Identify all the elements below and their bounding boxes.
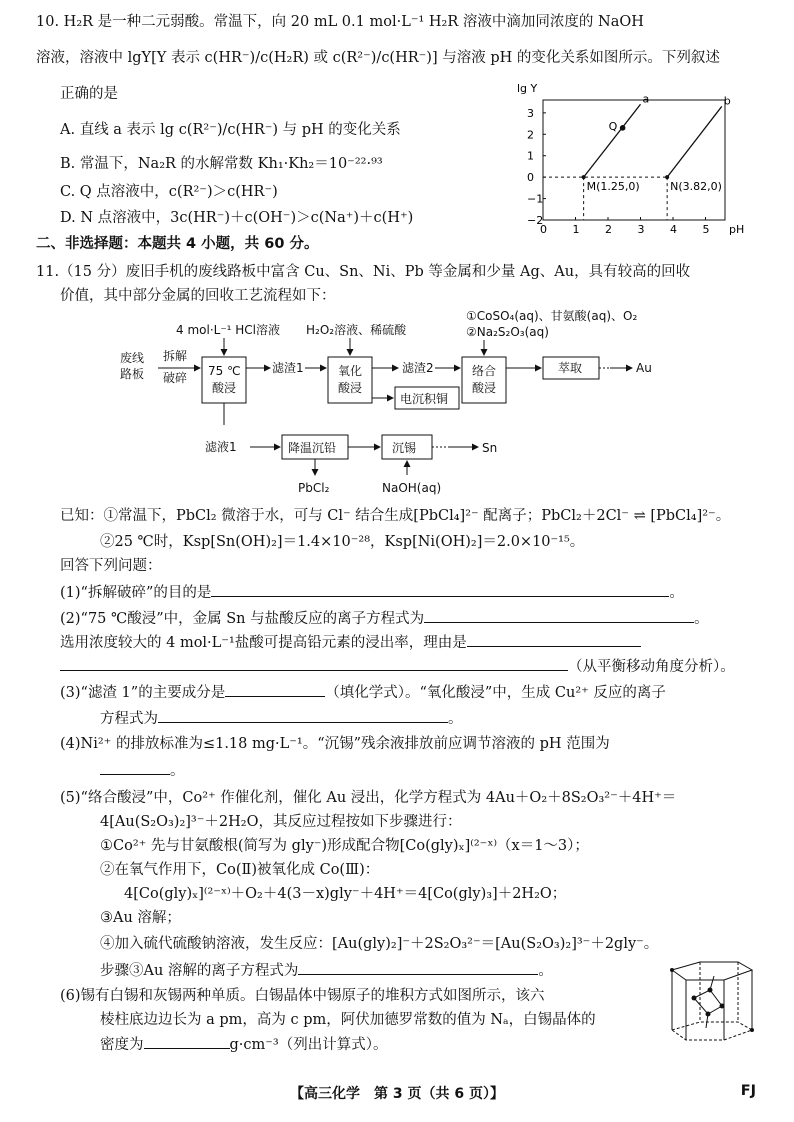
answer-blank-1[interactable] — [211, 582, 669, 597]
part-5-d: ②在氧气作用下，Co(Ⅱ)被氧化成 Co(Ⅲ)： — [100, 862, 380, 878]
x-tick-label: 3 — [637, 223, 645, 236]
q10-option-a: A. 直线 a 表示 lg c(R²⁻)/c(HR⁻) 与 pH 的变化关系 — [60, 122, 401, 138]
q10-line3: 正确的是 — [60, 86, 118, 102]
y-tick-label: 0 — [527, 171, 534, 185]
y-tick-label: 3 — [527, 106, 534, 120]
reagent-hcl: 4 mol·L⁻¹ HCl溶液 — [176, 323, 281, 337]
answer-blank-2a[interactable] — [424, 608, 694, 623]
box2-label-b: 酸浸 — [338, 381, 363, 395]
x-tick-label: 2 — [605, 223, 612, 236]
filtrate1-label: 滤液1 — [205, 440, 237, 454]
point-label-m: M(1.25,0) — [586, 180, 640, 194]
reagent-na2s2o3: ②Na₂S₂O₃(aq) — [466, 325, 549, 339]
q10-option-c: C. Q 点溶液中，c(R²⁻)＞c(HR⁻) — [60, 184, 278, 200]
q11-line2: 价值，其中部分金属的回收工艺流程如下： — [60, 288, 336, 304]
box3-label-a: 络合 — [472, 364, 497, 378]
part-5-a: (5)“络合酸浸”中，Co²⁺ 作催化剂，催化 Au 浸出，化学方程式为 4Au＋O₂＋8S₂O₃²⁻＋4H⁺＝ — [60, 790, 677, 806]
part-6-b: 棱柱底边边长为 a pm，高为 c pm，阿伏加德罗常数的值为 Nₐ，白锡晶体的 — [100, 1012, 596, 1028]
q11-line1: 11.（15 分）废旧手机的废线路板中富含 Cu、Sn、Ni、Pb 等金属和少量 Ag、Au，具有较高的回收 — [36, 264, 691, 280]
product-pbcl2: PbCl₂ — [298, 481, 330, 495]
section-2-heading: 二、非选择题：本题共 4 小题，共 60 分。 — [36, 236, 319, 252]
part-5-c: ①Co²⁺ 先与甘氨酸根(简写为 gly⁻)形成配合物[Co(gly)ₓ]⁽²⁻ˣ⁾（x＝1～3）； — [100, 838, 589, 854]
part-2-reason: 选用浓度较大的 4 mol·L⁻¹盐酸可提高铅元素的浸出率，理由是 — [60, 632, 641, 653]
reagent-coso4: ①CoSO₄(aq)、甘氨酸(aq)、O₂ — [466, 309, 638, 323]
box2-label-a: 氧化 — [338, 364, 363, 378]
answer-blank-5[interactable] — [298, 960, 538, 975]
point-label-q: Q — [608, 119, 618, 133]
point-n — [665, 175, 669, 179]
answer-intro: 回答下列问题： — [60, 558, 162, 574]
box5-label: 降温沉铅 — [288, 441, 337, 455]
box-cu-label: 电沉积铜 — [400, 392, 449, 406]
x-tick-label: 1 — [572, 223, 580, 236]
answer-blank-6[interactable] — [144, 1034, 230, 1049]
part-5-b: 4[Au(S₂O₃)₂]³⁻＋2H₂O，其反应过程按如下步骤进行： — [100, 814, 462, 830]
reagent-naoh: NaOH(aq) — [382, 481, 442, 495]
x-tick-label: 5 — [702, 223, 710, 236]
input-line1: 废线 — [120, 351, 145, 365]
point-label-n: N(3.82,0) — [670, 180, 722, 194]
product-sn: Sn — [482, 441, 498, 455]
answer-blank-3a[interactable] — [225, 682, 325, 697]
answer-blank-4[interactable] — [100, 760, 170, 775]
part-2: (2)“75 ℃酸浸”中，金属 Sn 与盐酸反应的离子方程式为 。 — [60, 608, 709, 629]
part-5-h: 步骤③Au 溶解的离子方程式为 。 — [100, 960, 553, 981]
input-line2: 路板 — [120, 367, 145, 381]
y-tick-label: −2 — [527, 214, 544, 227]
residue2-label: 滤渣2 — [402, 361, 434, 375]
page-footer: 【高三化学 第 3 页（共 6 页）】 — [290, 1086, 504, 1102]
box4-label: 萃取 — [558, 361, 583, 375]
part-5-e: 4[Co(gly)ₓ]⁽²⁻ˣ⁾＋O₂＋4(3－x)gly⁻＋4H⁺＝4[Co(gly)₃]＋2H₂O； — [124, 886, 567, 902]
series-label-b: b — [723, 94, 731, 108]
y-axis-label: lg Y — [517, 82, 538, 95]
answer-blank-2c[interactable] — [60, 656, 568, 671]
x-tick-label: 0 — [540, 223, 547, 236]
lgy-ph-chart — [505, 82, 765, 242]
part-4-cont: 。 — [100, 760, 185, 781]
series-label-a: a — [642, 92, 650, 106]
known-2: ②25 ℃时，Ksp[Sn(OH)₂]＝1.4×10⁻²⁸，Ksp[Ni(OH)₂]＝2.0×10⁻¹⁵。 — [100, 534, 585, 550]
process-flow-diagram — [0, 300, 794, 505]
part-6-a: (6)锡有白锡和灰锡两种单质。白锡晶体中锡原子的堆积方式如图所示，该六 — [60, 988, 545, 1004]
step-crush: 破碎 — [163, 371, 188, 385]
part-5-g: ④加入硫代硫酸钠溶液，发生反应：[Au(gly)₂]⁻＋2S₂O₃²⁻＝[Au(S₂O₃)₂]³⁻＋2gly⁻。 — [100, 936, 659, 952]
part-3-cont: 方程式为 。 — [100, 708, 463, 729]
y-tick-label: −1 — [527, 192, 544, 206]
answer-blank-3b[interactable] — [158, 708, 448, 723]
part-3: (3)“滤渣 1”的主要成分是 （填化学式）。“氧化酸浸”中，生成 Cu²⁺ 反应的离子 — [60, 682, 666, 703]
product-au: Au — [636, 361, 652, 375]
q10-line1: 10. H₂R 是一种二元弱酸。常温下，向 20 mL 0.1 mol·L⁻¹ H₂R 溶液中滴加同浓度的 NaOH — [36, 14, 644, 30]
y-tick-label: 2 — [527, 128, 534, 142]
x-tick-label: 4 — [670, 223, 677, 236]
y-tick-label: 1 — [527, 149, 534, 163]
answer-blank-2b[interactable] — [467, 632, 641, 647]
point-m — [582, 175, 586, 179]
plot-frame — [543, 100, 725, 220]
box1-label-b: 酸浸 — [212, 381, 237, 395]
q10-line2: 溶液，溶液中 lgY[Y 表示 c(HR⁻)/c(H₂R) 或 c(R²⁻)/c(HR⁻)] 与溶液 pH 的变化关系如图所示。下列叙述 — [36, 50, 720, 66]
box3-label-b: 酸浸 — [472, 381, 497, 395]
reagent-h2o2: H₂O₂溶液、稀硫酸 — [306, 323, 407, 337]
box6-label: 沉锡 — [392, 441, 417, 455]
q10-option-b: B. 常温下，Na₂R 的水解常数 Kh₁·Kh₂＝10⁻²²·⁹³ — [60, 156, 383, 172]
part-5-f: ③Au 溶解； — [100, 910, 181, 926]
known-1: 已知：①常温下，PbCl₂ 微溶于水，可与 Cl⁻ 结合生成[PbCl₄]²⁻ 配离子；PbCl₂＋2Cl⁻ ⇌ [PbCl₄]²⁻。 — [60, 508, 731, 524]
footer-code: FJ — [740, 1083, 756, 1099]
part-2-reason-cont: （从平衡移动角度分析）。 — [60, 656, 735, 677]
part-1: (1)“拆解破碎”的目的是 。 — [60, 582, 684, 603]
series-line-b — [667, 106, 722, 177]
point-q — [620, 125, 626, 131]
q10-option-d: D. N 点溶液中，3c(HR⁻)＋c(OH⁻)＞c(Na⁺)＋c(H⁺) — [60, 210, 414, 226]
series-line-a — [584, 104, 641, 177]
residue1-label: 滤渣1 — [272, 361, 304, 375]
part-4: (4)Ni²⁺ 的排放标准为≤1.18 mg·L⁻¹。“沉锡”残余液排放前应调节溶液的 pH 范围为 — [60, 736, 610, 752]
part-6-c: 密度为 g·cm⁻³（列出计算式）。 — [100, 1034, 387, 1055]
x-axis-label: pH — [729, 223, 745, 236]
white-tin-crystal-figure — [660, 958, 760, 1060]
step-dismantle: 拆解 — [163, 349, 188, 363]
box1-label-a: 75 ℃ — [208, 364, 241, 378]
